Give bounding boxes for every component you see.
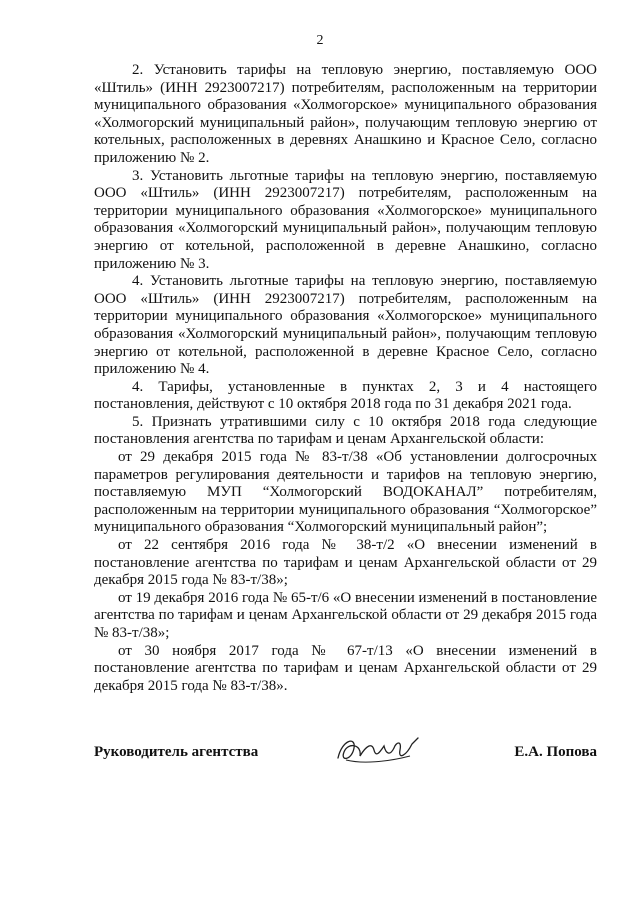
paragraph-4-validity: 4. Тарифы, установленные в пунктах 2, 3 и 4 настоящего постановления, действуют с 10 октября 2018 года по 31 декабря 2021 года. <box>94 378 597 413</box>
document-body <box>94 62 597 695</box>
handwritten-signature-image <box>332 732 422 770</box>
subitem-1: от 29 декабря 2015 года № 83-т/38 «Об установлении долгосрочных параметров регулирования деятельности и тарифов на тепловую энергию, поставляемую МУП “Холмогорский ВОДОКАНАЛ” потребителям, расположенным на территории муниципального образования “Холмогорское” муниципального образования “Холмогорский муниципальный район”; <box>94 449 597 536</box>
subitem-4: от 30 ноября 2017 года № 67-т/13 «О внесении изменений в постановление агентства по тарифам и ценам Архангельской области от 29 декабря 2015 года № 83-т/38». <box>94 642 597 694</box>
subitem-3: от 19 декабря 2016 года № 65-т/6 «О внесении изменений в постановление агентства по тарифам и ценам Архангельской области от 29 декабря 2015 года № 83-т/38»; <box>94 589 597 641</box>
paragraph-3: 3. Установить льготные тарифы на тепловую энергию, поставляемую ООО «Штиль» (ИНН 2923007217) потребителям, расположенным на территории муниципального образования «Холмогорское» муниципального образования «Холмогорский муниципальный район», получающим тепловую энергию от котельной, расположенной в деревне Анашкино, согласно приложению № 3. <box>94 167 597 272</box>
paragraph-4: 4. Установить льготные тарифы на тепловую энергию, поставляемую ООО «Штиль» (ИНН 2923007217) потребителям, расположенным на территории муниципального образования «Холмогорское» муниципального образования «Холмогорский муниципальный район», получающим тепловую энергию от котельной, расположенной в деревне Красное Село, согласно приложению № 4. <box>94 273 597 378</box>
signatory-name: Е.А. Попова <box>514 744 597 760</box>
subitem-2: от 22 сентября 2016 года № 38-т/2 «О внесении изменений в постановление агентства по тарифам и ценам Архангельской области от 29 декабря 2015 года № 83-т/38»; <box>94 537 597 589</box>
page-number: 2 <box>316 33 324 48</box>
paragraph-5: 5. Признать утратившими силу с 10 октября 2018 года следующие постановления агентства по тарифам и ценам Архангельской области: <box>94 413 597 448</box>
signature-block <box>94 732 597 772</box>
signatory-title: Руководитель агентства <box>94 744 259 760</box>
paragraph-2: 2. Установить тарифы на тепловую энергию, поставляемую ООО «Штиль» (ИНН 2923007217) потребителям, расположенным на территории муниципального образования «Холмогорское» муниципального образования «Холмогорский муниципальный район», получающим тепловую энергию от котельных, расположенных в деревнях Анашкино и Красное Село, согласно приложению № 2. <box>94 62 597 166</box>
